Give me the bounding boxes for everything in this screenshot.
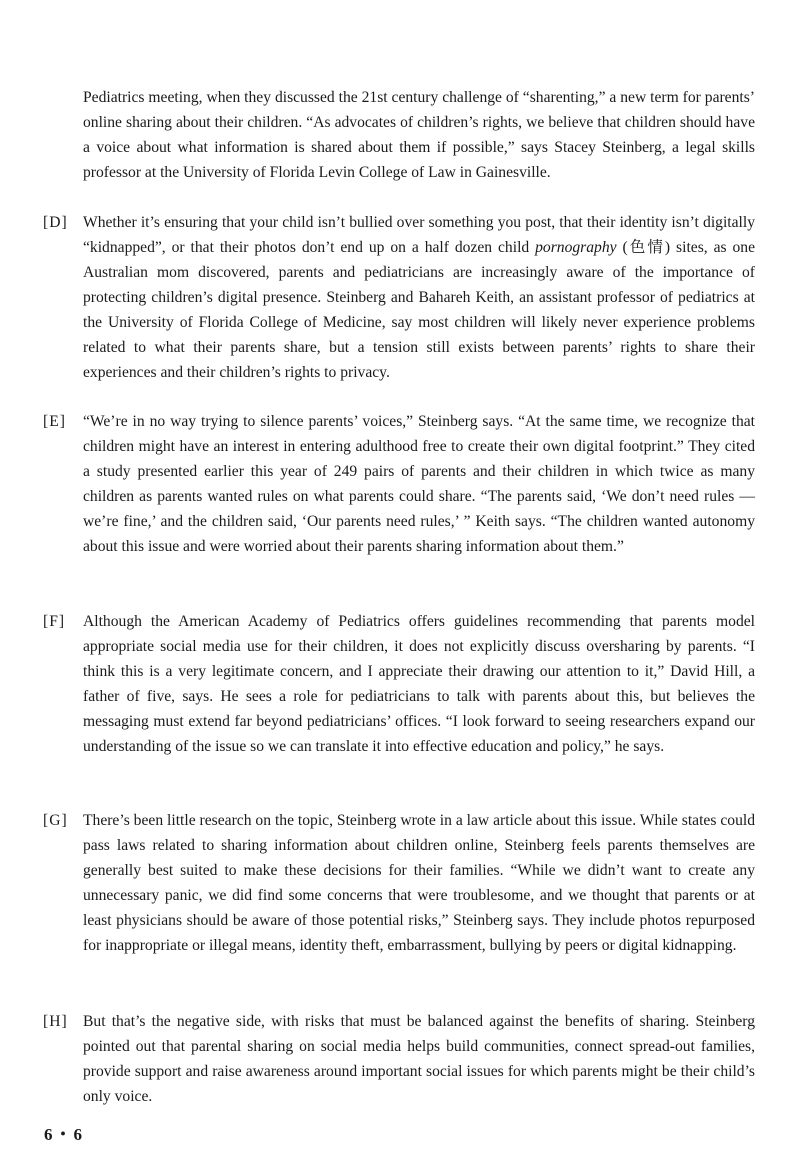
italic-term: pornography	[535, 239, 617, 256]
paragraph-h	[43, 1009, 755, 1109]
paragraph-label: [H]	[43, 1013, 68, 1030]
paragraph-label: [F]	[43, 613, 66, 630]
paragraph-text: “We’re in no way trying to silence parents’ voices,” Steinberg says. “At the same time, we recognize that children might have an interest in entering adulthood free to create their own digital footprint.” They cited a study presented earlier this year of 249 pairs of parents and their children in which twice as many children as parents wanted rules on what parents could share. “The parents said, ‘We don’t need rules — we’re fine,’ and the children said, ‘Our parents need rules,’ ” Keith says. “The children wanted autonomy about this issue and were worried about their parents sharing information about them.”	[83, 413, 755, 555]
paragraph-text: Although the American Academy of Pediatrics offers guidelines recommending that parents model appropriate social media use for their children, it does not explicitly discuss oversharing by parents. “I think this is a very legitimate concern, and I appreciate their drawing our attention to it,” David Hill, a father of five, says. He sees a role for pediatricians to talk with parents about this, but believes the messaging must extend far beyond pediatricians’ offices. “I look forward to seeing researchers expand our understanding of the issue so we can translate it into effective education and policy,” he says.	[83, 613, 755, 755]
paragraph-continued	[83, 85, 755, 185]
paragraph-text: Pediatrics meeting, when they discussed the 21st century challenge of “sharenting,” a new term for parents’ online sharing about their children. “As advocates of children’s rights, we believe that children should have a voice about what information is shared about them if possible,” says Stacey Steinberg, a legal skills professor at the University of Florida Levin College of Law in Gainesville.	[83, 89, 755, 181]
paragraph-d	[43, 210, 756, 385]
paragraph-label: [E]	[43, 413, 66, 430]
page-number: 6・6	[44, 1125, 84, 1144]
paragraph-text: But that’s the negative side, with risks that must be balanced against the benefits of sharing. Steinberg pointed out that parental sharing on social media helps build communities, connect spread-out families, provide support and raise awareness around important social issues for which parents might be their child’s only voice.	[83, 1013, 755, 1105]
paragraph-g	[43, 808, 755, 958]
paragraph-e	[43, 409, 755, 559]
paragraph-text-after: (色情) sites, as one Australian mom discovered, parents and pediatricians are increasingly aware of the importance of protecting children’s digital presence. Steinberg and Bahareh Keith, an assistant professor of pediatrics at the University of Florida College of Medicine, say most children will likely never experience problems related to what their parents share, but a tension still exists between parents’ rights to share their experiences and their children’s rights to privacy.	[83, 239, 756, 381]
paragraph-label: [D]	[43, 214, 68, 231]
paragraph-f	[43, 609, 755, 759]
paragraph-label: [G]	[43, 812, 68, 829]
paragraph-text-before: Whether it’s ensuring that your child isn’t bullied over something you post, that their identity isn’t digitally “kidnapped”, or that their photos don’t end up on a half dozen child	[83, 214, 755, 256]
paragraph-text: There’s been little research on the topic, Steinberg wrote in a law article about this issue. While states could pass laws related to sharing information about children online, Steinberg feels parents themselves are generally best suited to make these decisions for their families. “While we didn’t want to create any unnecessary panic, we did find some concerns that were troublesome, and we thought that parents or at least physicians should be aware of those potential risks,” Steinberg says. They include photos repurposed for inappropriate or illegal means, identity theft, embarrassment, bullying by peers or digital kidnapping.	[83, 812, 755, 954]
